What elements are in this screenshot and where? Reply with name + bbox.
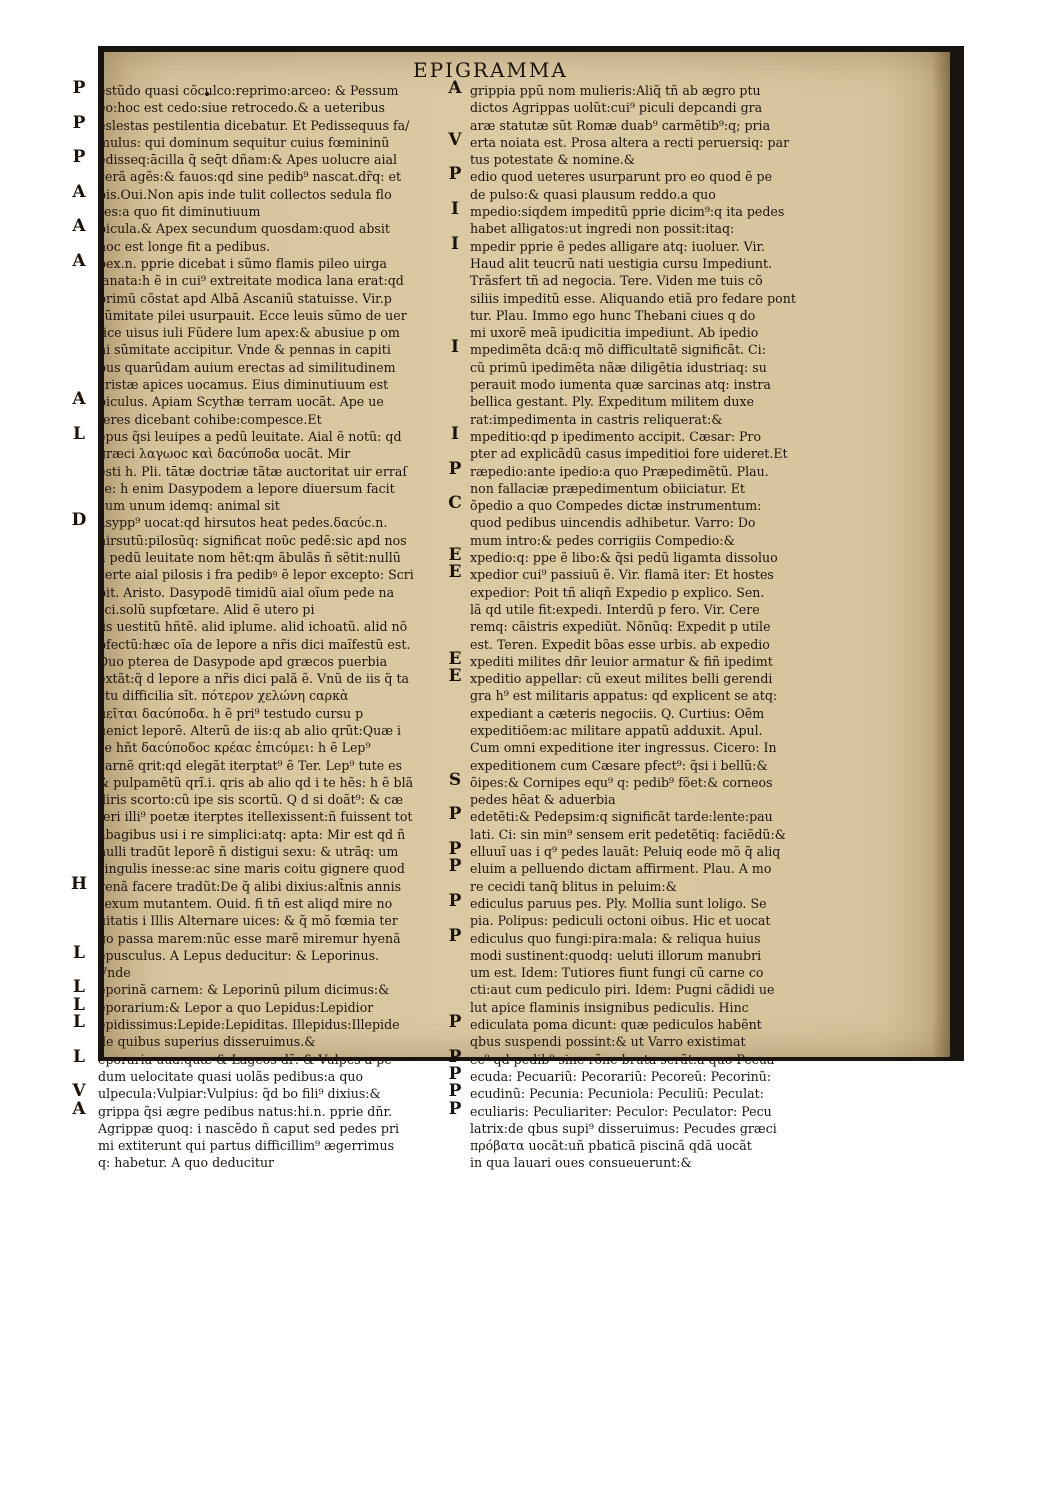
text-line xyxy=(98,826,466,843)
text-line xyxy=(73,994,466,1016)
section-initial: L xyxy=(73,977,85,998)
line-text: cristæ apices uocamus. Eius diminutiuum est xyxy=(98,377,389,393)
line-text: epidissimus:Lepide:Lepiditas. Illepidus:Illepide xyxy=(98,1017,400,1033)
line-text: mpeditio:qd p ipedimento accipit. Cæsar: Pro xyxy=(470,428,762,444)
line-text: hoc est longe fit a pedibus. xyxy=(98,238,271,254)
text-line xyxy=(448,1098,840,1120)
line-text: rat:impedimenta in castris reliquerat:& xyxy=(470,411,723,427)
line-text: yenã facere tradũt:De q̃ alibi dixius:alt̃nis annis xyxy=(98,878,402,894)
line-text: mulus: qui dominum sequitur cuius fœmininũ xyxy=(98,134,390,150)
text-line xyxy=(470,99,840,116)
text-line xyxy=(72,112,466,134)
text-line xyxy=(470,272,840,289)
text-line xyxy=(470,1137,840,1154)
line-text: ctu difficilia sĩt. πότερον χελώνη ϲαρκὰ xyxy=(98,688,349,704)
text-line xyxy=(98,359,466,376)
text-line xyxy=(470,999,840,1016)
line-text: pter ad explicãdũ casus impeditioi fore uideret.Et xyxy=(470,446,788,462)
page-gutter-shadow xyxy=(932,52,950,1057)
text-line xyxy=(470,151,840,168)
text-line xyxy=(470,411,840,428)
line-text: πρόβατα uocãt:uñ pbaticã piscinã qdã uocãt xyxy=(470,1138,752,1154)
line-text: singulis inesse:ac sine maris coitu gignere quod xyxy=(98,861,405,877)
text-line xyxy=(98,290,466,307)
line-text: certe aial pilosis i fra pedibꝰ ẽ lepor excepto: Scri xyxy=(98,567,414,583)
text-line xyxy=(98,1063,466,1085)
line-text: gra h⁹ est militaris appatus: qd explicent se atq: xyxy=(470,688,778,704)
text-line xyxy=(73,423,466,445)
line-text: lis uestitũ hñtẽ. alid iplume. alid ichoatũ. alid nõ xyxy=(98,619,408,635)
text-line xyxy=(72,216,466,237)
line-text: xpediti milites dñr leuior armatur & fiñ ipedimt xyxy=(470,653,773,669)
section-initial: P xyxy=(448,1046,462,1067)
text-line xyxy=(451,233,840,255)
text-line xyxy=(70,873,466,895)
text-line xyxy=(470,393,840,410)
text-line xyxy=(71,510,466,531)
text-line xyxy=(98,324,466,341)
text-line xyxy=(98,804,466,825)
text-line xyxy=(98,532,466,549)
line-text: non fallaciæ præpedimentum obiiciatur. Et xyxy=(470,480,745,496)
text-line xyxy=(470,687,840,704)
line-text: se: h enim Dasypodem a lepore diuersum facit xyxy=(98,480,395,496)
line-text: esti h. Pli. tātæ doctriæ tãtæ auctoritat uir erraſ xyxy=(98,463,408,479)
section-initial: P xyxy=(448,839,462,860)
text-line xyxy=(98,99,466,116)
line-text: carnẽ qrit:qd elegãt iterptat⁹ ẽ Ter. Lep⁹ tute es xyxy=(98,757,403,773)
line-text: Vnde xyxy=(98,965,131,981)
text-line xyxy=(448,493,840,514)
line-text: eslestas pestilentia dicebatur. Et Pedissequus fa/ xyxy=(98,117,410,133)
line-text: cum unum idemq: animal sit xyxy=(98,498,280,514)
text-line xyxy=(98,199,466,220)
line-text: grippa q̃si ægre pedibus natus:hi.n. pprie dñr. xyxy=(98,1103,393,1119)
line-text: in qua lauari oues consueuerunt:& xyxy=(470,1155,692,1171)
line-text: mpedir pprie ẽ pedes alligare atq: iuoluer. Vir. xyxy=(470,238,766,254)
line-text: mpedio:siqdem impeditũ pprie dicim⁹:q ita pedes xyxy=(470,204,785,220)
line-text: latrix:de qbus supi⁹ disseruimus: Pecudes græci xyxy=(470,1120,777,1136)
text-line xyxy=(98,493,466,514)
line-text: tur. Plau. Immo ego hunc Thebani ciues q do xyxy=(470,307,756,323)
text-line xyxy=(448,78,840,99)
text-line xyxy=(98,129,466,151)
text-line xyxy=(98,601,466,618)
line-text: extãt:q̃ d lepore a nr̃is dici palã ẽ. Vnũ de iis q̃ ta xyxy=(98,671,410,687)
section-initial: P xyxy=(72,78,86,98)
line-text: xpedior cui⁹ passiuũ ẽ. Vir. flamã iter: Et hostes xyxy=(470,567,774,583)
text-line xyxy=(98,687,466,704)
text-line xyxy=(448,804,840,825)
text-line xyxy=(470,618,840,635)
line-text: eo:hoc est cedo:siue retrocedo.& a ueteribus xyxy=(98,100,386,116)
line-text: de pulso:& quasi plausum reddo.a quo xyxy=(470,186,716,202)
section-initial: D xyxy=(71,510,87,531)
line-text: re cecidi tanq̃ blitus in peluim:& xyxy=(470,878,677,894)
line-text: ãbagibus usi i re simplici:atq: apta: Mir est qd ñ xyxy=(98,826,406,842)
text-line xyxy=(470,947,840,964)
line-text: xpeditio appellar: cũ exeut milites belli gerendi xyxy=(470,671,773,687)
section-initial: P xyxy=(448,890,462,911)
text-line xyxy=(73,942,466,964)
text-line xyxy=(98,769,466,791)
text-line xyxy=(470,705,840,722)
text-line xyxy=(448,890,840,912)
line-text: Duo pterea de Dasypode apd græcos puerbia xyxy=(98,653,388,669)
section-initial: I xyxy=(451,423,459,444)
line-text: hirsutũ:pilosũq: significat ποῦϲ pedẽ:sic apd nos xyxy=(98,532,407,548)
text-line xyxy=(448,1046,840,1068)
line-text: expeditionem cum Cæsare pfect⁹: q̃si i bellũ:& xyxy=(470,757,768,773)
line-text: mpedimẽta dcã:q mõ difficultatẽ significãt. Ci: xyxy=(470,342,766,358)
text-line xyxy=(448,1063,840,1085)
text-line xyxy=(470,186,840,203)
text-line xyxy=(98,1120,466,1137)
text-line xyxy=(98,272,466,289)
text-line xyxy=(72,147,466,168)
line-text: se hñt δαϲύποδοϲ κρέαϲ ἐπιϲύμει: h ẽ Lep⁹ xyxy=(98,740,371,756)
text-line xyxy=(72,181,466,203)
text-line xyxy=(72,78,466,99)
text-line xyxy=(98,722,466,739)
section-initial: P xyxy=(448,804,462,825)
line-text: um est. Idem: Tutiores fiunt fungi cũ carne co xyxy=(470,965,764,981)
line-text: lati. Ci: sin min⁹ sensem erit pedetẽtiq: faciẽdũ:& xyxy=(470,826,786,842)
line-text: dum uelocitate quasi uolãs pedibus:a quo xyxy=(98,1068,364,1084)
text-line xyxy=(448,666,840,687)
text-line xyxy=(98,458,466,480)
line-text: & pulpamẽtũ qrĩ.i. qris ab alio qd i te hẽs: h ẽ blã xyxy=(98,774,414,790)
line-text: Cum omni expeditione iter ingressus. Cicero: In xyxy=(470,740,777,756)
line-text: edisseq:ācilla q̃ seq̄t dñam:& Apes uolucre aial xyxy=(98,152,398,168)
line-text: primũ cõstat apd Albã Ascaniũ statuisse. Vir.p xyxy=(98,290,392,306)
text-line xyxy=(98,890,466,912)
text-line xyxy=(98,562,466,583)
line-text: pia. Polipus: pediculi octoni oibus. Hic et uocat xyxy=(470,913,771,929)
line-text: expediant a cæteris negociis. Q. Curtius: Oẽm xyxy=(470,705,765,721)
text-line xyxy=(98,964,466,981)
line-text: de quibus superius disseruimus.& xyxy=(98,1034,316,1050)
text-line xyxy=(470,290,840,307)
text-line xyxy=(448,839,840,860)
text-line xyxy=(470,307,840,324)
text-line xyxy=(448,1012,840,1033)
line-text: ræpedio:ante ipedio:a quo Præpedimẽtũ. Plau. xyxy=(470,463,769,479)
line-text: bus quarũdam auium erectas ad similitudinem xyxy=(98,359,396,375)
section-initial: P xyxy=(448,1098,462,1119)
section-initial: C xyxy=(448,493,462,514)
line-text: Trãsfert tñ ad negocia. Tere. Viden me tuis cõ xyxy=(470,273,763,289)
line-text: eporaria uua:quæ & Lageos dr̃: & Vulpes a pe xyxy=(98,1051,392,1067)
line-text: cti:aut cum pediculo piri. Idem: Pugni cãdidi ue xyxy=(470,982,775,998)
section-initial: P xyxy=(448,856,462,877)
section-initial: L xyxy=(73,942,85,963)
text-line xyxy=(448,648,840,670)
section-initial: E xyxy=(448,545,462,566)
text-line xyxy=(470,791,840,808)
text-line xyxy=(470,826,840,843)
line-text: teres dicebant cohibe:compesce.Et xyxy=(98,411,322,427)
line-text: Haud alit teucrũ nati uestigia cursu Impediunt. xyxy=(470,255,773,271)
line-text: erta noiata est. Prosa altera a recti peruersiq: par xyxy=(470,134,790,150)
line-text: expedior: Poit tñ aliqñ Expedio p explico. Sen. xyxy=(470,584,765,600)
line-text: bit. Aristo. Dasypodẽ timidũ aial oĩum pede na xyxy=(98,584,395,600)
section-initial: E xyxy=(448,648,462,669)
line-text: ediculus quo fungi:pira:mala: & reliqua huius xyxy=(470,930,761,946)
section-initial: E xyxy=(448,562,462,583)
line-text: q: habetur. A quo deducitur xyxy=(98,1155,275,1171)
text-line xyxy=(98,1137,466,1154)
line-text: õipes:& Cornipes equ⁹ q: pedib⁹ fõet:& corneos xyxy=(470,774,773,790)
text-line xyxy=(73,1012,466,1033)
text-line xyxy=(470,739,840,756)
text-line xyxy=(470,532,840,549)
text-line xyxy=(448,856,840,877)
text-line xyxy=(98,1154,466,1171)
text-line xyxy=(470,376,840,393)
text-line xyxy=(448,129,840,151)
line-text: uenict leporẽ. Alterũ de iis:q ab alio qrũt:Quæ i xyxy=(98,722,402,738)
text-line xyxy=(470,220,840,237)
line-text: quod pedibus uincendis adhibetur. Varro: Do xyxy=(470,515,756,531)
line-text: edio quod ueteres usurparunt pro eo quod ẽ pe xyxy=(470,169,773,185)
line-text: dictos Agrippas uolũt:cui⁹ piculi depcandi gra xyxy=(470,100,763,116)
text-line xyxy=(470,1120,840,1137)
text-line xyxy=(470,324,840,341)
text-line xyxy=(448,1081,840,1102)
left-column xyxy=(70,78,466,1172)
text-line xyxy=(98,912,466,929)
line-text: uitatis i Illis Alternare uices: & q̃ mõ fœmia ter xyxy=(98,913,398,929)
line-text: teri illi⁹ poetæ iterptes itellexissent:ñ fuissent tot xyxy=(98,809,413,825)
section-initial: E xyxy=(448,666,462,687)
line-text: mi uxorẽ meã ipudicitia impediunt. Ab ipedio xyxy=(470,325,759,341)
text-line xyxy=(98,545,466,566)
section-initial: L xyxy=(73,1012,85,1033)
line-text: aræ statutæ sũt Romæ duab⁹ carmẽtib⁹:q; pria xyxy=(470,117,771,133)
text-line xyxy=(451,423,840,445)
line-text: pedes hẽat & aduerbia xyxy=(470,792,616,808)
line-text: epusculus. A Lepus deducitur: & Leporinus. xyxy=(98,947,380,963)
line-text: ec⁹ qd pedib⁹ sine rõne bruta serãt:a quo Pecua xyxy=(470,1051,775,1067)
line-text: habet alligatos:ut ingredi non possit:itaq: xyxy=(470,221,735,237)
text-line xyxy=(98,164,466,185)
text-line xyxy=(470,964,840,981)
section-initial: V xyxy=(72,1081,86,1102)
text-line xyxy=(72,389,466,410)
line-text: cerã agẽs:& fauos:qd sine pedib⁹ nascat.dr̃q: et xyxy=(98,169,402,185)
line-text: eporinã carnem: & Leporinũ pilum dicimus:& xyxy=(98,982,390,998)
text-line xyxy=(448,925,840,947)
line-text: epus q̃si leuipes a pedũ leuitate. Aial ẽ notũ: qd xyxy=(98,428,402,444)
text-line xyxy=(448,164,840,185)
line-text: eporarium:& Lepor a quo Lepidus:Lepidior xyxy=(98,999,374,1015)
text-line xyxy=(470,445,840,462)
line-text: mi extiterunt qui partus difficillim⁹ ægerrimus xyxy=(98,1138,395,1154)
section-initial: A xyxy=(72,389,86,410)
text-line xyxy=(98,480,466,497)
text-line xyxy=(98,376,466,393)
text-line xyxy=(72,1098,466,1120)
text-line xyxy=(448,562,840,583)
text-line xyxy=(98,757,466,774)
text-line xyxy=(470,255,840,272)
text-line xyxy=(73,1046,466,1068)
section-initial: P xyxy=(72,147,86,168)
text-line xyxy=(98,445,466,462)
text-line xyxy=(98,705,466,722)
text-line xyxy=(98,411,466,428)
line-text: ni sũmitate accipitur. Vnde & pennas in capiti xyxy=(98,342,391,358)
line-text: sũmitate pilei usurpauit. Ecce leuis sũmo de uer xyxy=(98,307,407,323)
section-initial: P xyxy=(448,458,462,479)
text-line xyxy=(72,1081,466,1102)
line-text: sexum mutantem. Ouid. fi tñ est aliqd mire no xyxy=(98,895,393,911)
line-text: diris scorto:cũ ipe sis scortũ. Q d si doãt⁹: & cæ xyxy=(98,792,404,808)
text-line xyxy=(98,666,466,687)
line-text: lut apice flaminis insignibus pediculis. Hinc xyxy=(470,999,749,1015)
section-initial: V xyxy=(448,129,462,150)
text-line xyxy=(98,925,466,947)
text-line xyxy=(98,307,466,324)
section-initial: L xyxy=(73,994,85,1015)
text-line xyxy=(470,514,840,531)
line-text: go passa marem:nũc esse marẽ miremur hyenã xyxy=(98,930,401,946)
text-line xyxy=(451,337,840,358)
line-text: edetẽti:& Pedepsim:q significãt tarde:lente:pau xyxy=(470,809,773,825)
text-line xyxy=(470,480,840,497)
text-line xyxy=(470,1154,840,1171)
text-line xyxy=(470,722,840,739)
line-text: asypp⁹ uocat:qd hirsutos heat pedes.δαϲύϲ.n. xyxy=(98,515,388,531)
section-initial: P xyxy=(448,1081,462,1102)
text-line xyxy=(470,912,840,929)
text-line xyxy=(470,1033,840,1050)
line-text: tice uisus iuli Fũdere lum apex:& abusiue p om xyxy=(98,325,400,341)
text-line xyxy=(72,250,466,272)
line-text: elluuĩ uas i q⁹ pedes lauãt: Peluiq eode mõ q̃ aliq xyxy=(470,844,781,860)
text-line xyxy=(470,117,840,134)
section-initial: P xyxy=(72,112,86,133)
text-line xyxy=(448,769,840,791)
text-line xyxy=(98,233,466,255)
line-text: grippia ppũ nom mulieris:Aliq̃ tñ ab ægro ptu xyxy=(470,83,761,98)
section-initial: I xyxy=(451,233,459,254)
text-line xyxy=(98,337,466,358)
line-text: sci.solũ supfœtare. Alid ẽ utero pi xyxy=(98,601,315,617)
right-column xyxy=(448,78,840,1172)
line-text: cũ primũ ipedimẽta nãæ diligẽtia idustriaq: su xyxy=(470,359,767,375)
text-line xyxy=(470,878,840,895)
line-text: μεῖται δαϲύποδα. h ẽ pri⁹ testudo cursu p xyxy=(98,705,364,721)
text-line xyxy=(451,199,840,220)
text-line xyxy=(98,636,466,653)
section-initial: P xyxy=(448,1012,462,1033)
text-line xyxy=(98,856,466,877)
text-line xyxy=(470,601,840,618)
line-text: ecudinũ: Pecunia: Pecuniola: Peculiũ: Peculat: xyxy=(470,1086,764,1102)
text-line xyxy=(98,1033,466,1050)
line-text: nulli tradũt leporẽ ñ distigui sexu: & utrãq: um xyxy=(98,844,399,860)
text-line xyxy=(470,757,840,774)
line-text: pfectũ:hæc oĩa de lepore a nr̃is dici maĩfestũ est. xyxy=(98,636,411,652)
section-initial: H xyxy=(70,873,88,894)
line-text: ediculata poma dicunt: quæ pediculos habẽnt xyxy=(470,1017,762,1033)
line-text: pex.n. pprie dicebat i sũmo flamis pileo uirga xyxy=(98,255,387,271)
line-text: est. Teren. Expedit bõas esse urbis. ab expedio xyxy=(470,636,770,652)
text-line xyxy=(98,791,466,808)
line-text: lanata:h ẽ in cui⁹ extreitate modica lana erat:qd xyxy=(98,273,404,289)
line-text: õpedio a quo Compedes dictæ instrumentum: xyxy=(470,498,762,514)
line-text: lã qd utile fit:expedi. Interdũ p fero. Vir. Cere xyxy=(470,601,760,617)
line-text: modi sustinent:quodq: ueluti illorum manubri xyxy=(470,947,762,963)
line-text: expeditiõem:ac militare appatũ adduxit. Apul. xyxy=(470,722,763,738)
section-initial: L xyxy=(73,1046,85,1067)
line-text: xpedio:q: ppe ẽ libo:& q̃si pedũ ligamta dissoluo xyxy=(470,550,778,566)
line-text: Agrippæ quoq: i nascẽdo ñ caput sed pedes pri xyxy=(98,1120,399,1136)
section-initial: P xyxy=(448,1063,462,1084)
text-line xyxy=(73,977,466,998)
section-initial: I xyxy=(451,199,459,220)
section-initial: A xyxy=(448,78,462,98)
text-line xyxy=(98,739,466,756)
line-text: perauit modo iumenta quæ sarcinas atq: instra xyxy=(470,377,771,393)
text-line xyxy=(448,545,840,566)
line-text: ecuda: Pecuariũ: Pecorariũ: Pecoreũ: Pecorinũ: xyxy=(470,1068,772,1084)
line-text: græci λαγωοϲ καὶ δαϲύποδα uocãt. Mir xyxy=(98,446,351,462)
line-text: a pedũ leuitate nom hẽt:qm ãbulãs ñ sẽtit:nullũ xyxy=(98,550,401,566)
section-initial: A xyxy=(72,250,86,271)
line-text: res:a quo fit diminutiuum xyxy=(98,204,261,220)
text-line xyxy=(98,648,466,670)
running-head: EPIGRAMMA xyxy=(413,58,568,82)
section-initial: L xyxy=(73,423,85,444)
line-text: eculiaris: Peculiariter: Peculor: Peculator: Pecu xyxy=(470,1103,772,1119)
line-text: eluim a pelluendo dictam affirment. Plau. A mo xyxy=(470,861,772,877)
line-text: estũdo quasi cõculco:reprimo:arceo: & Pessum xyxy=(98,83,399,98)
line-text: ulpecula:Vulpiar:Vulpius: q̃d bo fili⁹ dixius:& xyxy=(98,1086,381,1102)
section-initial: A xyxy=(72,216,86,237)
section-initial: A xyxy=(72,181,86,202)
section-initial: S xyxy=(448,769,462,790)
line-text: ediculus paruus pes. Ply. Mollia sunt loligo. Se xyxy=(470,895,767,911)
text-line xyxy=(98,839,466,860)
line-text: bellica gestant. Ply. Expeditum militem duxe xyxy=(470,394,755,410)
line-text: mum intro:& pedes corrigiis Compedio:& xyxy=(470,532,735,548)
line-text: tus potestate & nomine.& xyxy=(470,152,635,168)
text-line xyxy=(98,618,466,635)
text-line xyxy=(470,981,840,998)
line-text: pis.Oui.Non apis inde tulit collectos sedula flo xyxy=(98,186,392,202)
line-text: piculus. Apiam Scythæ terram uocãt. Ape ue xyxy=(98,394,384,410)
line-text: remq: cãistris expediũt. Nõnũq: Expedit p utile xyxy=(470,619,771,635)
line-text: qbus suspendi possint:& ut Varro existimat xyxy=(470,1034,746,1050)
section-initial: I xyxy=(451,337,459,358)
text-line xyxy=(98,584,466,601)
text-line xyxy=(470,636,840,653)
section-initial: P xyxy=(448,164,462,185)
line-text: picula.& Apex secundum quosdam:quod absit xyxy=(98,221,390,237)
line-text: siliis impeditũ esse. Aliquando etiã pro fedare pont xyxy=(470,290,796,306)
text-line xyxy=(448,458,840,480)
section-initial: P xyxy=(448,925,462,946)
text-line xyxy=(470,359,840,376)
section-initial: A xyxy=(72,1098,86,1119)
text-line xyxy=(470,584,840,601)
